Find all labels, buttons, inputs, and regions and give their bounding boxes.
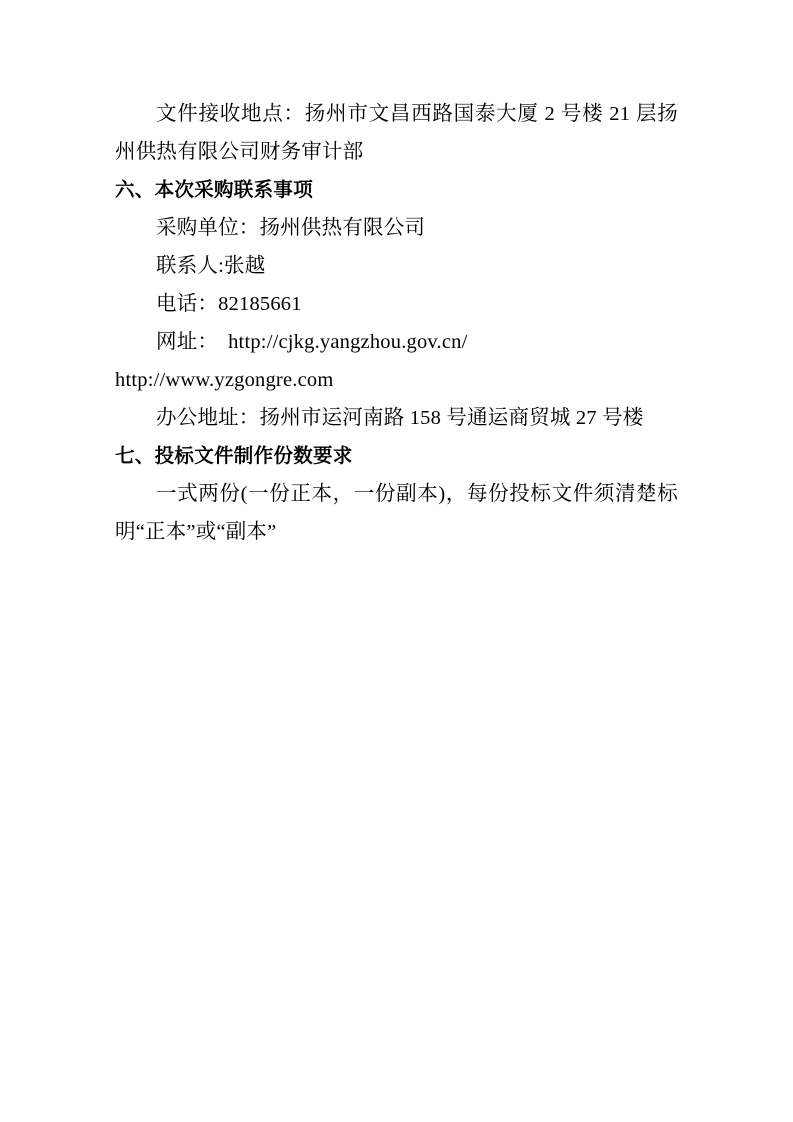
paragraph-purchaser-unit: 采购单位：扬州供热有限公司 [156, 217, 426, 239]
website-label: 网址： [156, 331, 219, 353]
paragraph-office-address: 办公地址：扬州市运河南路 158 号通运商贸城 27 号楼 [156, 407, 644, 429]
heading-section-six: 六、本次采购联系事项 [115, 178, 314, 201]
website-url-secondary[interactable]: http://www.yzgongre.com [115, 369, 334, 391]
paragraph-contact-person: 联系人:张越 [156, 255, 266, 277]
paragraph-copies-requirement: 一式两份(一份正本，一份副本)，每份投标文件须清楚标明“正本”或“副本” [115, 483, 678, 543]
website-url-primary[interactable]: http://cjkg.yangzhou.gov.cn/ [228, 331, 468, 353]
paragraph-telephone: 电话：82185661 [156, 293, 302, 315]
document-body [115, 95, 678, 551]
heading-section-seven: 七、投标文件制作份数要求 [115, 444, 353, 467]
paragraph-website-first [115, 323, 678, 361]
paragraph-receive-location: 文件接收地点：扬州市文昌西路国泰大厦 2 号楼 21 层扬州供热有限公司财务审计部 [115, 103, 678, 163]
